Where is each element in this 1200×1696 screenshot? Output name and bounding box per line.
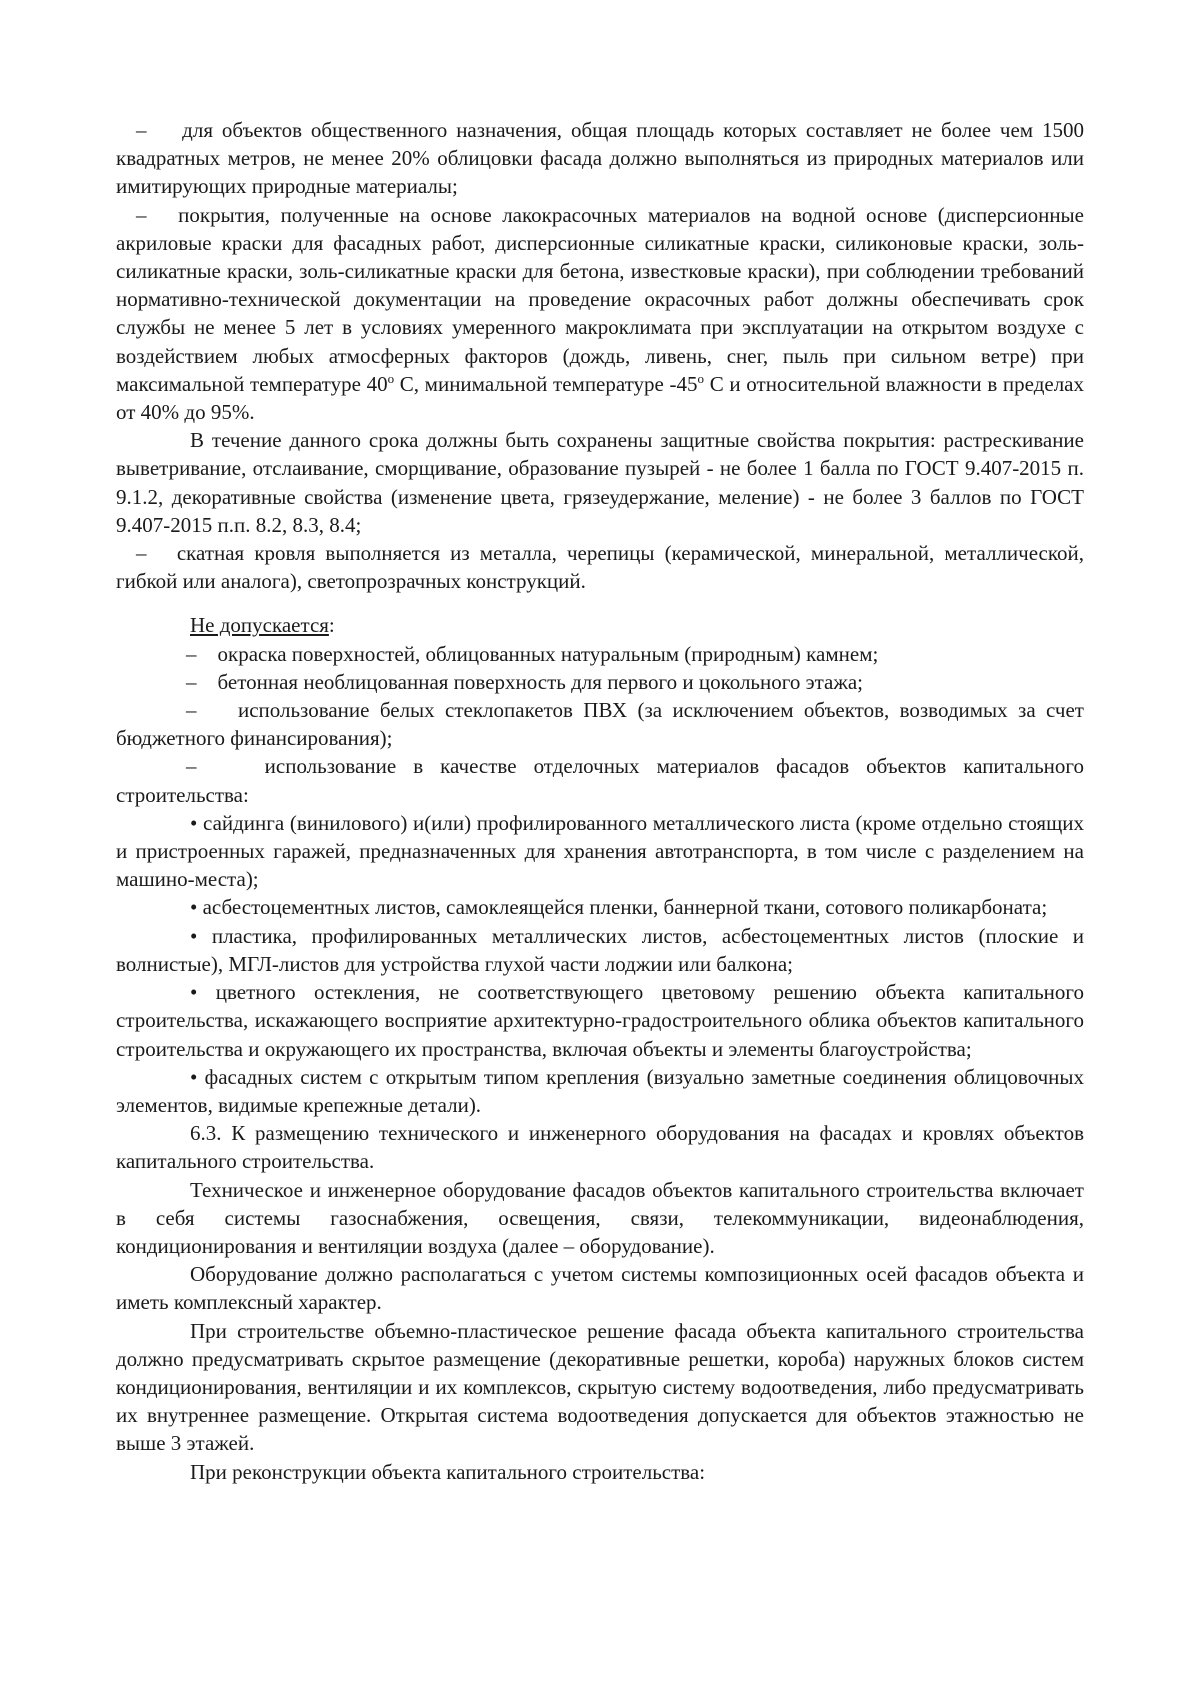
reconstruction-paragraph: При реконструкции объекта капитального строительства: [190, 1459, 706, 1484]
service-term-paragraph: В течение данного срока должны быть сохранены защитные свойства покрытия: растрескивание выветривание, отслаивание, сморщивание, образование пузырей - не более 1 балла по ГОСТ 9.407-2015 п. 9.1.2, декоративные свойства (изменение цвета, грязеудержание, меление) - не более 3 баллов по ГОСТ 9.407-2015 п.п. 8.2, 8.3, 8.4; [116, 428, 1084, 537]
not-allowed-heading-text: Не допускается [190, 613, 329, 638]
not-allowed-item: – бетонная необлицованная поверхность для первого и цокольного этажа; [186, 669, 864, 694]
degree-mark: о [697, 370, 705, 386]
bullet-item: • фасадных систем с открытым типом крепления (визуально заметные соединения облицовочных элементов, видимые крепежные детали). [116, 1064, 1084, 1117]
paint-coatings-mid: С, минимальной температуре -45 [394, 371, 698, 396]
public-buildings-item: – для объектов общественного назначения, общая площадь которых составляет не более чем 1500 квадратных метров, не менее 20% облицовки фасада должно выполняться из природных материалов или имитирующих природные материалы; [116, 118, 1084, 199]
bullet-item: • цветного остекления, не соответствующего цветовому решению объекта капитального строительства, искажающего восприятие архитектурно-градостроительного облика объектов капитального строительства и окружающего их пространства, включая объекты и элементы благоустройства; [116, 980, 1084, 1061]
degree-mark: о [387, 370, 395, 386]
bullet-item: • асбестоцементных листов, самоклеящейся пленки, баннерной ткани, сотового поликарбоната; [190, 895, 1048, 920]
not-allowed-item: – использование белых стеклопакетов ПВХ (за исключением объектов, возводимых за счет бюджетного финансирования); [116, 698, 1084, 751]
not-allowed-item: – окраска поверхностей, облицованных натуральным (природным) камнем; [186, 641, 879, 666]
not-allowed-item: – использование в качестве отделочных материалов фасадов объектов капитального строительства: [116, 754, 1084, 807]
roof-item: – скатная кровля выполняется из металла, черепицы (керамической, минеральной, металлической, гибкой или аналога), светопрозрачных конструкций. [116, 541, 1084, 594]
not-allowed-colon: : [328, 613, 335, 638]
section-gap [116, 595, 1084, 611]
construction-paragraph: При строительстве объемно-пластическое решение фасада объекта капитального строительства должно предусматривать скрытое размещение (декоративные решетки, короба) наружных блоков систем кондиционирования, вентиляции и их комплексов, скрытую систему водоотведения, либо предусматривать их внутреннее размещение. Открытая система водоотведения допускается для объектов этажностью не выше 3 этажей. [116, 1318, 1084, 1456]
equipment-placement-paragraph: Оборудование должно располагаться с учетом системы композиционных осей фасадов объекта и иметь комплексный характер. [116, 1262, 1084, 1315]
not-allowed-heading [116, 611, 1084, 639]
equipment-definition-paragraph: Техническое и инженерное оборудование фасадов объектов капитального строительства включает в себя системы газоснабжения, освещения, связи, телекоммуникации, видеонаблюдения, кондиционирования и вентиляции воздуха (далее – оборудование). [116, 1177, 1084, 1258]
document-page [116, 116, 1084, 1486]
section-6-3-heading: 6.3. К размещению технического и инженерного оборудования на фасадах и кровлях объектов капитального строительства. [116, 1121, 1084, 1174]
paint-coatings-item [116, 201, 1084, 427]
bullet-item: • пластика, профилированных металлических листов, асбестоцементных листов (плоские и волнистые), МГЛ-листов для устройства глухой части лоджии или балкона; [116, 923, 1084, 976]
paint-coatings-end: С и относительной влажности в пределах от 40% до 95%. [116, 371, 1085, 425]
paint-coatings-text: – покрытия, полученные на основе лакокрасочных материалов на водной основе (дисперсионные акриловые краски для фасадных работ, дисперсионные силикатные краски, силиконовые краски, золь-силикатные краски, золь-силикатные краски для бетона, известковые краски), при соблюдении требований нормативно-технической документации на проведение окрасочных работ должны обеспечивать срок службы не менее 5 лет в условиях умеренного макроклимата при эксплуатации на открытом воздухе с воздействием любых атмосферных факторов (дождь, ливень, снег, пыль при сильном ветре) при максимальной температуре 40 [116, 202, 1084, 396]
bullet-item: • сайдинга (винилового) и(или) профилированного металлического листа (кроме отдельно стоящих и пристроенных гаражей, предназначенных для хранения автотранспорта, в том числе с разделением на машино-места); [116, 810, 1084, 892]
